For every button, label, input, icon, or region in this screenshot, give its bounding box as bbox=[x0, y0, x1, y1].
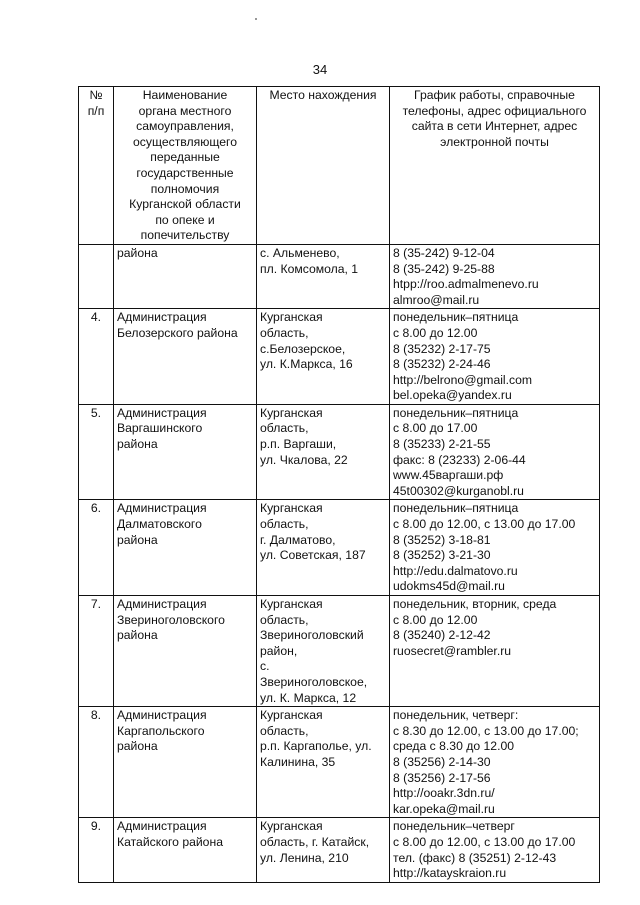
row-number: 6. bbox=[79, 500, 114, 596]
location-cell-line: г. Далматово, bbox=[260, 532, 336, 547]
authority-name-cell-line: района bbox=[117, 739, 158, 754]
contacts-cell-line: 8 (35256) 2-14-30 bbox=[393, 754, 491, 769]
table-row bbox=[79, 404, 600, 500]
authority-name-cell-line: Администрация bbox=[117, 501, 207, 516]
row-number: 5. bbox=[79, 404, 114, 500]
authority-name-cell bbox=[114, 707, 257, 818]
contacts-cell bbox=[390, 596, 600, 707]
location-cell-line: Курганская bbox=[260, 405, 323, 420]
contacts-cell bbox=[390, 309, 600, 405]
location-cell-line: ул. К. Маркса, 12 bbox=[260, 690, 357, 705]
header-authority-name-line: органа местного bbox=[138, 103, 232, 118]
location-cell-line: район, bbox=[260, 643, 298, 658]
header-schedule-contacts-line: электронной почты bbox=[440, 134, 549, 149]
contacts-cell-line: понедельник–пятница bbox=[393, 405, 519, 420]
contacts-cell-line: www.45варгаши.рф bbox=[393, 468, 504, 483]
contacts-cell bbox=[390, 244, 600, 308]
authority-name-cell-line: Администрация bbox=[117, 310, 207, 325]
contacts-cell-line: с 8.30 до 12.00, с 13.00 до 17.00; bbox=[393, 723, 579, 738]
header-authority-name-line: Наименование bbox=[142, 88, 228, 102]
contacts-cell bbox=[390, 500, 600, 596]
location-cell-line: область, bbox=[260, 517, 309, 532]
contacts-cell bbox=[390, 404, 600, 500]
authority-name-cell bbox=[114, 404, 257, 500]
location-cell-line: область, bbox=[260, 421, 309, 436]
contacts-cell-line: с 8.00 до 12.00 bbox=[393, 325, 478, 340]
table-header-row bbox=[79, 87, 600, 245]
contacts-cell-line: 8 (35-242) 9-25-88 bbox=[393, 261, 495, 276]
location-cell-line: пл. Комсомола, 1 bbox=[260, 261, 359, 276]
authority-name-cell-line: Белозерского района bbox=[117, 325, 238, 340]
header-authority-name-line: полномочия bbox=[150, 181, 220, 196]
header-authority-name-line: осуществляющего bbox=[133, 134, 237, 149]
location-cell bbox=[257, 500, 390, 596]
contacts-cell-line: 8 (35232) 2-17-75 bbox=[393, 341, 491, 356]
authorities-table bbox=[78, 86, 600, 883]
location-cell-line: с. bbox=[260, 659, 270, 674]
header-authority-name-line: Курганской области bbox=[129, 197, 241, 212]
contacts-cell-line: 8 (35-242) 9-12-04 bbox=[393, 245, 495, 260]
header-authority-name-line: государственные bbox=[136, 165, 234, 180]
location-cell bbox=[257, 244, 390, 308]
authority-name-cell-line: Звериноголовского bbox=[117, 612, 225, 627]
location-cell bbox=[257, 707, 390, 818]
location-cell-line: Курганская bbox=[260, 819, 323, 834]
authority-name-cell-line: района bbox=[117, 532, 158, 547]
contacts-cell-line: ruosecret@rambler.ru bbox=[393, 643, 512, 658]
contacts-cell-line: с 8.00 до 12.00, с 13.00 до 17.00 bbox=[393, 834, 576, 849]
header-number-line: № bbox=[89, 88, 103, 102]
contacts-cell-line: с 8.00 до 12.00 bbox=[393, 612, 478, 627]
location-cell-line: с.Белозерское, bbox=[260, 341, 346, 356]
location-cell bbox=[257, 309, 390, 405]
location-cell-line: Калинина, 35 bbox=[260, 754, 336, 769]
row-number: 7. bbox=[79, 596, 114, 707]
authority-name-cell-line: Катайского района bbox=[117, 834, 223, 849]
header-authority-name-line: попечительству bbox=[140, 228, 230, 243]
header-schedule-contacts bbox=[390, 87, 600, 245]
contacts-cell-line: 8 (35232) 2-24-46 bbox=[393, 357, 491, 372]
header-authority-name-line: самоуправления, bbox=[136, 119, 234, 134]
location-cell-line: р.п. Каргаполье, ул. bbox=[260, 739, 372, 754]
page-number: 34 bbox=[312, 62, 328, 77]
location-cell-line: ул. Чкалова, 22 bbox=[260, 452, 348, 467]
location-cell-line: Курганская bbox=[260, 310, 323, 325]
location-cell-line: область, bbox=[260, 325, 309, 340]
contacts-cell-line: almroo@mail.ru bbox=[393, 292, 480, 307]
contacts-cell-line: факс: 8 (23233) 2-06-44 bbox=[393, 452, 526, 467]
row-number bbox=[79, 244, 114, 308]
table-row bbox=[79, 596, 600, 707]
authority-name-cell bbox=[114, 244, 257, 308]
authority-name-cell-line: района bbox=[117, 245, 158, 260]
header-schedule-contacts-line: График работы, справочные bbox=[414, 88, 575, 102]
header-number-line: п/п bbox=[87, 103, 105, 118]
location-cell-line: область, bbox=[260, 612, 309, 627]
location-cell-line: ул. Советская, 187 bbox=[260, 548, 366, 563]
location-cell-line: Звериноголовский bbox=[260, 628, 364, 643]
contacts-cell-line: htpp://roo.admalmenevo.ru bbox=[393, 277, 539, 292]
location-cell bbox=[257, 404, 390, 500]
contacts-cell-line: с 8.00 до 17.00 bbox=[393, 421, 478, 436]
contacts-cell-line: понедельник, четверг: bbox=[393, 708, 519, 723]
authority-name-cell-line: Администрация bbox=[117, 405, 207, 420]
scan-speck bbox=[255, 18, 257, 20]
contacts-cell-line: kar.opeka@mail.ru bbox=[393, 801, 495, 816]
location-cell-line: ул. К.Маркса, 16 bbox=[260, 357, 353, 372]
contacts-cell-line: 8 (35252) 3-18-81 bbox=[393, 532, 491, 547]
contacts-cell-line: с 8.00 до 12.00, с 13.00 до 17.00 bbox=[393, 517, 576, 532]
location-cell-line: Курганская bbox=[260, 708, 323, 723]
contacts-cell-line: udokms45d@mail.ru bbox=[393, 579, 505, 594]
header-location-line: Место нахождения bbox=[269, 88, 377, 102]
table-row bbox=[79, 500, 600, 596]
authority-name-cell-line: Далматовского bbox=[117, 517, 202, 532]
location-cell-line: ул. Ленина, 210 bbox=[260, 850, 349, 865]
contacts-cell-line: 8 (35252) 3-21-30 bbox=[393, 548, 491, 563]
location-cell-line: с. Альменево, bbox=[260, 245, 340, 260]
row-number: 9. bbox=[79, 818, 114, 882]
contacts-cell-line: 8 (35240) 2-12-42 bbox=[393, 628, 491, 643]
authority-name-cell-line: района bbox=[117, 628, 158, 643]
location-cell-line: Курганская bbox=[260, 597, 323, 611]
authority-name-cell bbox=[114, 309, 257, 405]
contacts-cell-line: 8 (35256) 2-17-56 bbox=[393, 770, 491, 785]
row-number: 8. bbox=[79, 707, 114, 818]
contacts-cell-line: понедельник, вторник, среда bbox=[393, 597, 557, 611]
contacts-cell-line: http://ooakr.3dn.ru/ bbox=[393, 786, 495, 801]
row-number: 4. bbox=[79, 309, 114, 405]
contacts-cell-line: http://belrono@gmail.com bbox=[393, 372, 533, 387]
contacts-cell-line: понедельник–четверг bbox=[393, 819, 515, 834]
header-schedule-contacts-line: сайта в сети Интернет, адрес bbox=[411, 119, 578, 134]
location-cell-line: область, г. Катайск, bbox=[260, 834, 370, 849]
header-number bbox=[79, 87, 114, 245]
authority-name-cell-line: Варгашинского bbox=[117, 421, 203, 436]
authority-name-cell-line: Администрация bbox=[117, 597, 207, 611]
authority-name-cell bbox=[114, 500, 257, 596]
table-row bbox=[79, 707, 600, 818]
contacts-cell-line: среда с 8.30 до 12.00 bbox=[393, 739, 515, 754]
location-cell-line: область, bbox=[260, 723, 309, 738]
header-schedule-contacts-line: телефоны, адрес официального bbox=[402, 103, 587, 118]
contacts-cell-line: http://katayskraion.ru bbox=[393, 866, 507, 881]
table-row bbox=[79, 309, 600, 405]
authority-name-cell-line: района bbox=[117, 437, 158, 452]
contacts-cell-line: 45t00302@kurganobl.ru bbox=[393, 483, 524, 498]
contacts-cell bbox=[390, 818, 600, 882]
header-authority-name bbox=[114, 87, 257, 245]
contacts-cell-line: 8 (35233) 2-21-55 bbox=[393, 437, 491, 452]
header-authority-name-line: переданные bbox=[150, 150, 220, 165]
location-cell-line: Курганская bbox=[260, 501, 323, 516]
authority-name-cell bbox=[114, 818, 257, 882]
contacts-cell-line: http://edu.dalmatovo.ru bbox=[393, 563, 518, 578]
header-location bbox=[257, 87, 390, 245]
contacts-cell-line: понедельник–пятница bbox=[393, 310, 519, 325]
authority-name-cell-line: Администрация bbox=[117, 708, 207, 723]
contacts-cell-line: понедельник–пятница bbox=[393, 501, 519, 516]
authority-name-cell-line: Каргапольского bbox=[117, 723, 205, 738]
authority-name-cell bbox=[114, 596, 257, 707]
location-cell-line: р.п. Варгаши, bbox=[260, 437, 337, 452]
location-cell bbox=[257, 596, 390, 707]
contacts-cell-line: тел. (факс) 8 (35251) 2-12-43 bbox=[393, 850, 557, 865]
location-cell bbox=[257, 818, 390, 882]
contacts-cell-line: bel.opeka@yandex.ru bbox=[393, 388, 512, 403]
contacts-cell bbox=[390, 707, 600, 818]
authority-name-cell-line: Администрация bbox=[117, 819, 207, 834]
header-authority-name-line: по опеке и bbox=[155, 212, 215, 227]
location-cell-line: Звериноголовское, bbox=[260, 674, 368, 689]
table-row bbox=[79, 818, 600, 882]
table-row bbox=[79, 244, 600, 308]
